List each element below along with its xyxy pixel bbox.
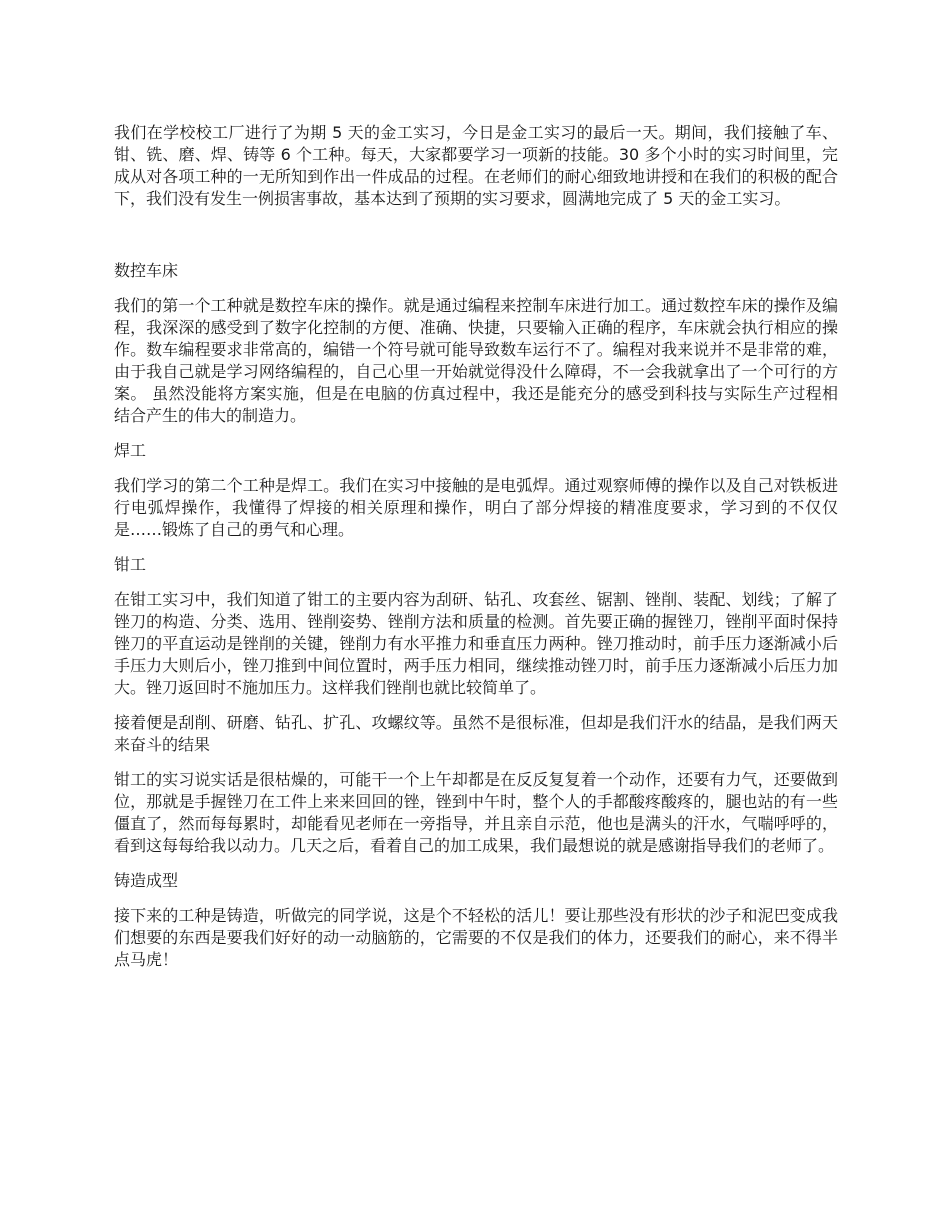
section-heading: 数控车床 (114, 261, 179, 280)
section-paragraph: 接下来的工种是铸造，听做完的同学说，这是个不轻松的活儿！要让那些没有形状的沙子和泥巴变成我们想要的东西是要我们好好的动一动脑筋的，它需要的不仅是我们的体力，还要我们的耐心，来不得半点马虎！ (114, 906, 838, 969)
section-fitter (114, 554, 838, 857)
section-casting (114, 870, 838, 971)
section-cnc-lathe (114, 260, 838, 427)
section-paragraph: 我们的第一个工种就是数控车床的操作。就是通过编程来控制车床进行加工。通过数控车床的操作及编程，我深深的感受到了数字化控制的方便、准确、快捷，只要输入正确的程序，车床就会执行相应的操作。数车编程要求非常高的，编错一个符号就可能导致数车运行不了。编程对我来说并不是非常的难，由于我自己就是学习网络编程的，自己心里一开始就觉得没什么障碍，不一会我就拿出了一个可行的方案。 虽然没能将方案实施，但是在电脑的仿真过程中，我还是能充分的感受到科技与实际生产过程相结合产生的伟大的制造力。 (114, 296, 838, 425)
section-paragraph: 我们学习的第二个工种是焊工。我们在实习中接触的是电弧焊。通过观察师傅的操作以及自己对铁板进行电弧焊操作，我懂得了焊接的相关原理和操作，明白了部分焊接的精准度要求，学习到的不仅仅是……锻炼了自己的勇气和心理。 (114, 476, 838, 539)
section-heading: 铸造成型 (114, 871, 179, 890)
document-page (114, 122, 838, 984)
section-paragraph: 接着便是刮削、研磨、钻孔、扩孔、攻螺纹等。虽然不是很标准，但却是我们汗水的结晶，是我们两天来奋斗的结果 (114, 713, 838, 754)
section-heading: 钳工 (114, 555, 147, 574)
section-paragraph: 在钳工实习中，我们知道了钳工的主要内容为刮研、钻孔、攻套丝、锯割、锉削、装配、划线；了解了锉刀的构造、分类、选用、锉削姿势、锉削方法和质量的检测。首先要正确的握锉刀，锉削平面时保持锉刀的平直运动是锉削的关键，锉削力有水平推力和垂直压力两种。锉刀推动时，前手压力逐渐减小后手压力大则后小，锉刀推到中间位置时，两手压力相同，继续推动锉刀时，前手压力逐渐减小后压力加大。锉刀返回时不施加压力。这样我们锉削也就比较简单了。 (114, 590, 838, 697)
section-welding (114, 440, 838, 541)
section-paragraph: 钳工的实习说实话是很枯燥的，可能干一个上午却都是在反反复复着一个动作，还要有力气，还要做到位，那就是手握锉刀在工件上来来回回的锉，锉到中午时，整个人的手都酸疼酸疼的，腿也站的有一些僵直了，然而每每累时，却能看见老师在一旁指导，并且亲自示范，他也是满头的汗水，气喘呼呼的，看到这每每给我以动力。几天之后，看着自己的加工成果，我们最想说的就是感谢指导我们的老师了。 (114, 770, 838, 855)
section-heading: 焊工 (114, 441, 147, 460)
intro-paragraph: 我们在学校校工厂进行了为期 5 天的金工实习，今日是金工实习的最后一天。期间，我们接触了车、钳、铣、磨、焊、铸等 6 个工种。每天，大家都要学习一项新的技能。30 多个小时的实习时间里，完成从对各项工种的一无所知到作出一件成品的过程。在老师们的耐心细致地讲授和在我们的积极的配合下，我们没有发生一例损害事故，基本达到了预期的实习要求，圆满地完成了 5 天的金工实习。 (114, 123, 838, 208)
